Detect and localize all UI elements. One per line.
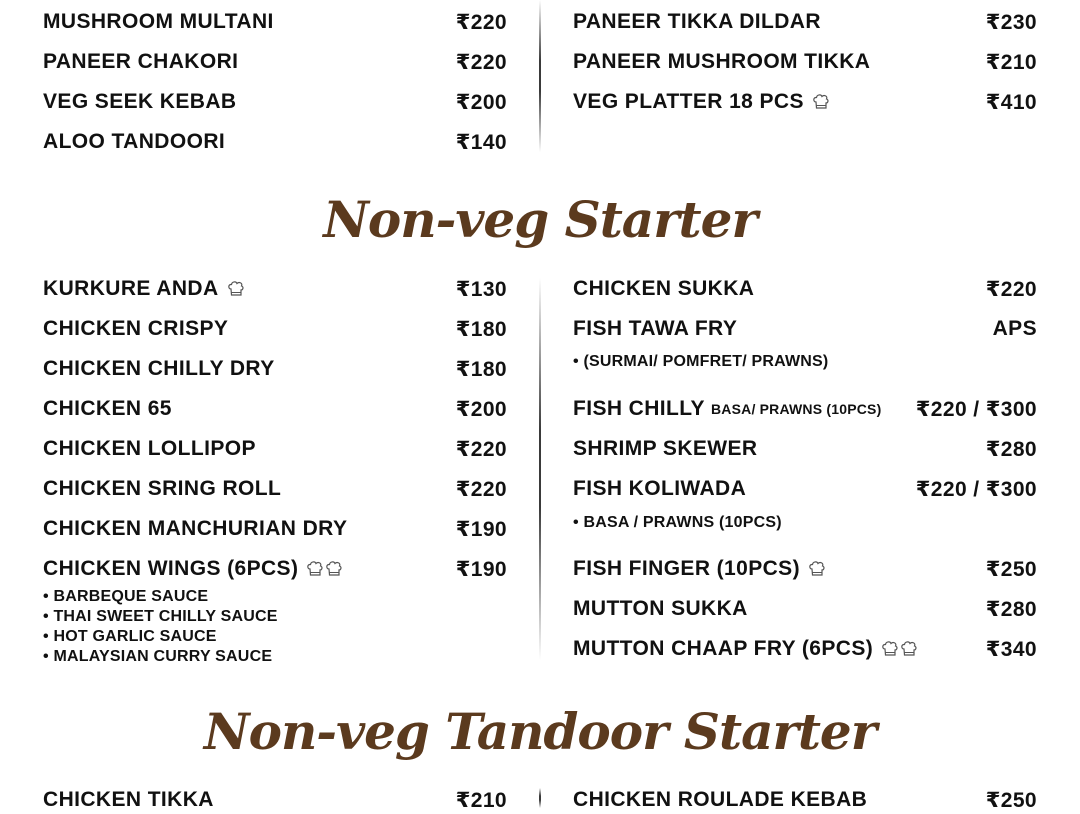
- item-price: ₹220: [985, 277, 1037, 301]
- item-price: ₹190: [455, 517, 507, 541]
- menu-item: [573, 595, 1037, 623]
- item-name: PANEER MUSHROOM TIKKA: [573, 50, 871, 73]
- menu-item: [43, 786, 507, 814]
- item-price: ₹140: [455, 130, 507, 154]
- item-name: CHICKEN WINGS (6PCS): [43, 557, 299, 580]
- menu-item: [573, 8, 1037, 36]
- sauce-option: • BARBEQUE SAUCE: [43, 588, 209, 605]
- item-price: ₹200: [455, 397, 507, 421]
- item-name-wrap: [573, 90, 830, 114]
- item-price: ₹230: [985, 10, 1037, 34]
- item-price: ₹280: [985, 437, 1037, 461]
- menu-item: [573, 315, 1037, 343]
- item-subtext: BASA/ PRAWNS (10PCS): [710, 401, 882, 417]
- chef-hat-icon: [227, 280, 245, 298]
- item-price: ₹340: [985, 637, 1037, 661]
- item-name: KURKURE ANDA: [43, 277, 219, 300]
- item-price: ₹210: [985, 50, 1037, 74]
- item-name: CHICKEN ROULADE KEBAB: [573, 788, 868, 811]
- chef-hat-icon: [808, 560, 826, 578]
- chef-hat-icon: [900, 640, 918, 658]
- menu-item: [573, 395, 1037, 423]
- item-name: FISH CHILLY: [573, 397, 705, 420]
- item-name: CHICKEN MANCHURIAN DRY: [43, 517, 348, 540]
- item-note: • BASA / PRAWNS (10PCS): [573, 514, 782, 531]
- sauce-option: • THAI SWEET CHILLY SAUCE: [43, 608, 278, 625]
- menu-item: [43, 275, 507, 303]
- item-price: ₹220 / ₹300: [915, 397, 1037, 421]
- menu-item: [43, 128, 507, 156]
- column-divider-nonveg: [539, 278, 541, 660]
- chef-hat-icon: [325, 560, 343, 578]
- sauce-option: • HOT GARLIC SAUCE: [43, 628, 217, 645]
- item-price: ₹220: [455, 477, 507, 501]
- item-price: ₹250: [985, 557, 1037, 581]
- item-name: CHICKEN CHILLY DRY: [43, 357, 275, 380]
- item-name: PANEER CHAKORI: [43, 50, 239, 73]
- menu-item: [573, 88, 1037, 116]
- menu-item: [43, 435, 507, 463]
- menu-item: [43, 555, 507, 583]
- item-name: VEG PLATTER 18 PCS: [573, 90, 804, 113]
- item-name: VEG SEEK KEBAB: [43, 90, 237, 113]
- item-name: CHICKEN SRING ROLL: [43, 477, 282, 500]
- item-name-wrap: [573, 637, 918, 661]
- item-name: CHICKEN LOLLIPOP: [43, 437, 256, 460]
- menu-item: [43, 395, 507, 423]
- column-divider-tandoor: [539, 788, 541, 808]
- item-price: ₹220: [455, 437, 507, 461]
- menu-item: [43, 315, 507, 343]
- item-name: PANEER TIKKA DILDAR: [573, 10, 821, 33]
- menu-item: [573, 635, 1037, 663]
- menu-item: [573, 275, 1037, 303]
- item-name: CHICKEN 65: [43, 397, 172, 420]
- column-divider-veg: [539, 0, 541, 152]
- item-name-wrap: [43, 557, 343, 581]
- section-heading-nonveg-starter: Non-veg Starter: [323, 190, 757, 249]
- menu-item: [573, 475, 1037, 503]
- item-name: CHICKEN SUKKA: [573, 277, 755, 300]
- section-heading-nonveg-tandoor: Non-veg Tandoor Starter: [203, 702, 877, 761]
- item-price: ₹130: [455, 277, 507, 301]
- menu-item: [573, 435, 1037, 463]
- item-price: ₹180: [455, 357, 507, 381]
- item-price: ₹220: [455, 10, 507, 34]
- item-name: CHICKEN CRISPY: [43, 317, 229, 340]
- item-name: FISH FINGER (10PCS): [573, 557, 800, 580]
- menu-item: [43, 515, 507, 543]
- item-price: APS: [992, 317, 1037, 340]
- item-name: SHRIMP SKEWER: [573, 437, 758, 460]
- item-price: ₹220 / ₹300: [915, 477, 1037, 501]
- item-name: CHICKEN TIKKA: [43, 788, 214, 811]
- item-name: MUTTON CHAAP FRY (6PCS): [573, 637, 874, 660]
- item-name: MUTTON SUKKA: [573, 597, 748, 620]
- menu-item: [43, 355, 507, 383]
- item-name-wrap: [573, 557, 826, 581]
- item-note: • (SURMAI/ POMFRET/ PRAWNS): [573, 353, 829, 370]
- chef-hat-icon: [881, 640, 899, 658]
- sauce-option: • MALAYSIAN CURRY SAUCE: [43, 648, 273, 665]
- item-price: ₹250: [985, 788, 1037, 812]
- menu-item: [573, 555, 1037, 583]
- menu-item: [43, 8, 507, 36]
- item-price: ₹180: [455, 317, 507, 341]
- item-name: FISH KOLIWADA: [573, 477, 747, 500]
- item-name: ALOO TANDOORI: [43, 130, 226, 153]
- item-price: ₹190: [455, 557, 507, 581]
- item-price: ₹200: [455, 90, 507, 114]
- item-price: ₹410: [985, 90, 1037, 114]
- item-price: ₹280: [985, 597, 1037, 621]
- item-price: ₹210: [455, 788, 507, 812]
- item-name: FISH TAWA FRY: [573, 317, 738, 340]
- menu-item: [573, 786, 1037, 814]
- item-name: MUSHROOM MULTANI: [43, 10, 274, 33]
- item-name-wrap: [43, 277, 245, 301]
- menu-item: [43, 48, 507, 76]
- item-price: ₹220: [455, 50, 507, 74]
- item-name-wrap: [573, 397, 881, 421]
- chef-hat-icon: [306, 560, 324, 578]
- menu-item: [43, 88, 507, 116]
- chef-hat-icon: [812, 93, 830, 111]
- menu-item: [573, 48, 1037, 76]
- menu-item: [43, 475, 507, 503]
